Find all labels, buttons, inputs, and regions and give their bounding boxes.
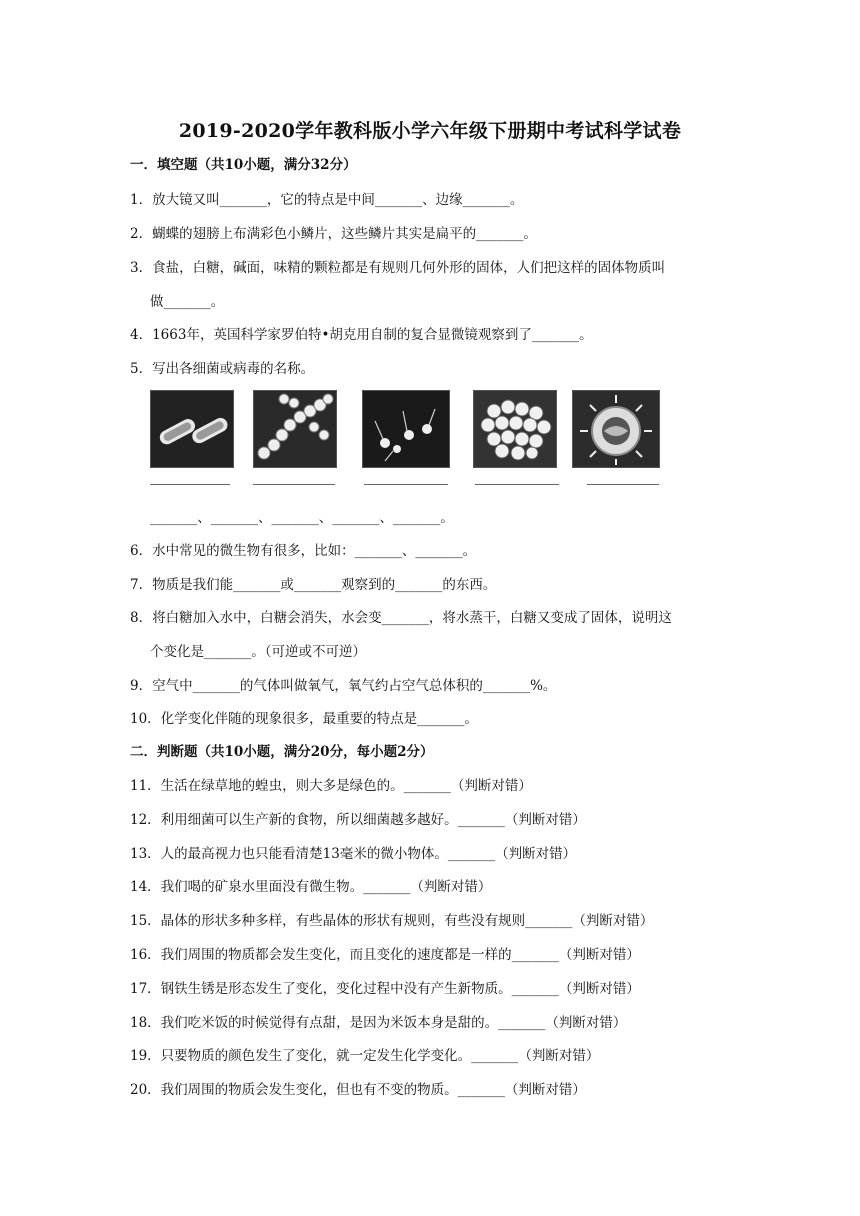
question-13: 13．人的最高视力也只能看清楚13毫米的微小物体。_______（判断对错） bbox=[130, 846, 577, 862]
question-3-line2: 做_______。 bbox=[150, 294, 225, 310]
microbe-image-virus bbox=[572, 390, 660, 468]
section-heading-true-false: 二．判断题（共10小题，满分20分，每小题2分） bbox=[130, 744, 434, 760]
section-heading-fill-in: 一．填空题（共10小题，满分32分） bbox=[130, 157, 357, 173]
question-12: 12．利用细菌可以生产新的食物，所以细菌越多越好。_______（判断对错） bbox=[130, 812, 586, 828]
question-18: 18．我们吃米饭的时候觉得有点甜，是因为米饭本身是甜的。_______（判断对错） bbox=[130, 1015, 627, 1031]
page-title: 2019-2020学年教科版小学六年级下册期中考试科学试卷 bbox=[178, 120, 682, 142]
microbe-image-flagellated bbox=[362, 390, 450, 468]
answer-line-4 bbox=[475, 484, 559, 485]
question-10: 10．化学变化伴随的现象很多，最重要的特点是_______。 bbox=[130, 711, 478, 727]
question-5-blanks: _______、_______、_______、_______、_______。 bbox=[150, 510, 454, 526]
question-4: 4．1663年，英国科学家罗伯特•胡克用自制的复合显微镜观察到了_______。 bbox=[130, 327, 593, 343]
microbe-image-rod-bacteria bbox=[150, 390, 234, 468]
question-1: 1．放大镜又叫_______，它的特点是中间_______、边缘_______。 bbox=[130, 192, 524, 208]
question-15: 15．晶体的形状多种多样，有些晶体的形状有规则，有些没有规则_______（判断对错） bbox=[130, 913, 654, 929]
answer-line-2 bbox=[253, 484, 335, 485]
microbe-image-chain-cocci bbox=[253, 390, 337, 468]
question-8-line1: 8．将白糖加入水中，白糖会消失，水会变_______，将水蒸干，白糖又变成了固体，说明这 bbox=[130, 610, 672, 626]
question-19: 19．只要物质的颜色发生了变化，就一定发生化学变化。_______（判断对错） bbox=[130, 1048, 600, 1064]
microbe-image-cluster bbox=[473, 390, 557, 468]
question-2: 2．蝴蝶的翅膀上布满彩色小鳞片，这些鳞片其实是扁平的_______。 bbox=[130, 226, 537, 242]
answer-line-5 bbox=[587, 484, 659, 485]
question-20: 20．我们周围的物质会发生变化，但也有不变的物质。_______（判断对错） bbox=[130, 1082, 586, 1098]
question-14: 14．我们喝的矿泉水里面没有微生物。_______（判断对错） bbox=[130, 879, 492, 895]
question-7: 7．物质是我们能_______或_______观察到的_______的东西。 bbox=[130, 577, 497, 593]
microbe-image-row bbox=[145, 390, 675, 496]
question-11: 11．生活在绿草地的蝗虫，则大多是绿色的。_______（判断对错） bbox=[130, 778, 532, 794]
answer-line-1 bbox=[150, 484, 230, 485]
question-8-line2: 个变化是_______。（可逆或不可逆） bbox=[150, 644, 366, 660]
question-5: 5．写出各细菌或病毒的名称。 bbox=[130, 361, 315, 377]
answer-line-3 bbox=[364, 484, 448, 485]
question-3-line1: 3．食盐，白糖，碱面，味精的颗粒都是有规则几何外形的固体，人们把这样的固体物质叫 bbox=[130, 260, 666, 276]
question-9: 9．空气中_______的气体叫做氧气，氧气约占空气总体积的_______%。 bbox=[130, 678, 557, 694]
question-17: 17．钢铁生锈是形态发生了变化，变化过程中没有产生新物质。_______（判断对错） bbox=[130, 981, 640, 997]
question-16: 16．我们周围的物质都会发生变化，而且变化的速度都是一样的_______（判断对错） bbox=[130, 947, 640, 963]
question-6: 6．水中常见的微生物有很多，比如：_______、_______。 bbox=[130, 543, 477, 559]
